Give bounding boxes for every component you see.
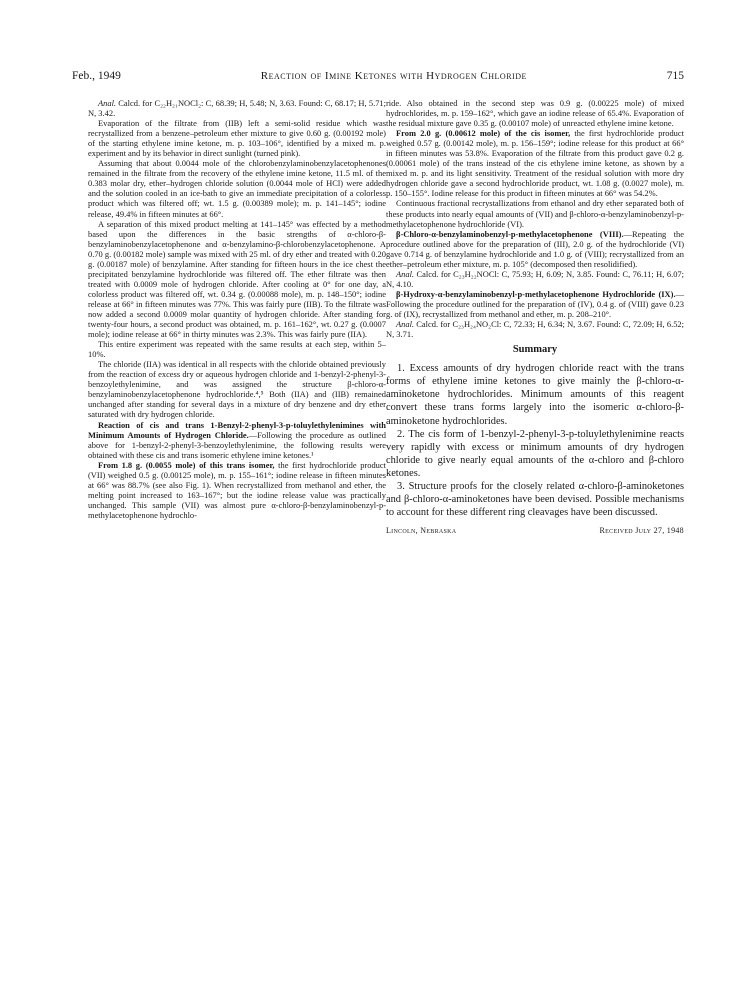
left-column bbox=[88, 98, 386, 520]
analysis-values: Calcd. for C₂₂H₂₁NOCl₂: C, 68.39; H, 5.48; N, 3.63. Found: C, 68.17; H, 5.71; N, 3.42. bbox=[88, 98, 386, 119]
body-paragraph: Assuming that about 0.0044 mole of the chlorobenzylaminobenzylacetophenones remained in the filtrate from the recovery of the ethylene imine ketone, 11.5 ml. of the 0.383 molar dry, ether–hydrogen chloride solution (0.0044 mole of HCl) were added and the solution cooled in an ice-bath to give an immediate precipitation of a colorless product which was filtered off; wt. 1.5 g. (0.00389 mole); m. p. 141–145°; iodine release, 49.4% in fifteen minutes at 66°. bbox=[88, 158, 386, 219]
section-text: the first hydrochloride product (VII) weighed 0.5 g. (0.00125 mole), m. p. 155–161°; iodine release in fifteen minutes at 66° was 88.7% (see also Fig. 1). When recrystallized from methanol and ether, the melting point increased to 163–167°; but the iodine release value was practically unchanged. This sample (VII) was almost pure α-chloro-β-benzylaminobenzyl-p-methylacetophenone hydrochlo- bbox=[88, 459, 386, 520]
right-column bbox=[386, 98, 684, 536]
received-date: Received July 27, 1948 bbox=[599, 526, 684, 536]
body-paragraph: A separation of this mixed product melting at 141–145° was effected by a method based upon the differences in the basic strengths of α-chloro-β-benzylaminobenzylacetophenone and α-benzylamino-β-chlorobenzylacetophenone. A 0.70 g. (0.00182 mole) sample was mixed with 25 ml. of dry ether and treated with 0.20 g. (0.00187 mole) of benzylamine. After standing for fifteen hours in the ice chest the precipitated benzylamine hydrochloride was filtered off. The ether filtrate was then treated with 0.0009 mole of hydrogen chloride. After cooling at 0° for one day, a colorless product was filtered off, wt. 0.34 g. (0.00088 mole), m. p. 148–150°; iodine release at 66° in fifteen minutes was 77%. This was fairly pure (IIB). To the filtrate was now added a second 0.0009 molar quantity of hydrogen chloride. After standing for twenty-four hours, a second product was obtained, m. p. 161–162°, wt. 0.27 g. (0.0007 mole); iodine release at 66° in thirty minutes was 2.3%. This was fairly pure (IIA). bbox=[88, 218, 386, 340]
body-paragraph: The chloride (IIA) was identical in all respects with the chloride obtained previously from the reaction of excess dry or aqueous hydrogen chloride and 1-benzyl-2-phenyl-3-benzoylethylenimine, and was assigned the structure β-chloro-α-benzylaminobenzylacetophenone hydrochloride.⁴,⁵ Both (IIA) and (IIB) remained unchanged after standing for several days in a mixture of dry benzene and dry ether saturated with dry hydrogen chloride. bbox=[88, 359, 386, 420]
section-paragraph bbox=[386, 128, 684, 198]
summary-section bbox=[386, 362, 684, 519]
body-paragraph: This entire experiment was repeated with the same results at each step, within 5–10%. bbox=[88, 339, 386, 360]
article-footer bbox=[386, 526, 684, 536]
section-paragraph bbox=[88, 420, 386, 460]
running-head bbox=[72, 70, 684, 82]
section-paragraph bbox=[88, 460, 386, 520]
summary-heading: Summary bbox=[512, 344, 558, 356]
author-location: Lincoln, Nebraska bbox=[386, 526, 457, 536]
run-in-heading: From 1.8 g. (0.0055 mole) of this trans isomer, bbox=[98, 459, 275, 470]
section-heading: β-Chloro-α-benzylaminobenzyl-p-methylacetophenone (VIII). bbox=[396, 228, 624, 239]
page-number: 715 bbox=[666, 70, 684, 82]
analysis-label: Anal. bbox=[396, 268, 415, 279]
analysis-paragraph bbox=[88, 98, 386, 118]
section-text: the first hydrochloride product weighed 0.57 g. (0.00142 mole), m. p. 156–159°; iodine release for this product at 66° in fifteen minutes was 53.8%. Evaporation of the filtrate from this product gave 0.2 g. (0.00061 mole) of the trans instead of the cis ethylene imine ketone, as shown by a mixed m. p. and its light sensitivity. Treatment of the residual solution with more dry hydrogen chloride gave a second hydrochloride product, wt. 1.08 g. (0.0027 mole), m. p. 150–155°. Iodine release for this product in fifteen minutes at 66° was 54.2%. bbox=[386, 128, 684, 199]
summary-item: 1. Excess amounts of dry hydrogen chloride react with the trans forms of ethylene imine ketones to give mainly the β-chloro-α-aminoketone hydrochlorides. Minimum amounts of this reagent convert these trans forms largely into the isomeric α-chloro-β-aminoketone hydrochlorides. bbox=[386, 363, 684, 427]
analysis-paragraph bbox=[386, 319, 684, 339]
section-paragraph bbox=[386, 229, 684, 269]
section-text: —Following the procedure outlined for the preparation of (IV), 0.4 g. of (VIII) gave 0.23 g. of (IX), recrystallized from methanol and ether, m. p. 208–210°. bbox=[386, 288, 684, 319]
section-paragraph bbox=[386, 289, 684, 319]
body-paragraph: Continuous fractional recrystallizations from ethanol and dry ether separated both of these products into nearly equal amounts of (VII) and β-chloro-α-benzylaminobenzyl-p-methylacetophenone hydrochloride (VI). bbox=[386, 198, 684, 229]
section-text: —Following the procedure as outlined above for 1-benzyl-2-phenyl-3-benzoylethylenimine, the following results were obtained with these cis and trans isomeric ethylene imine ketones.¹ bbox=[88, 429, 386, 460]
section-text: —Repeating the procedure outlined above for the preparation of (III), 2.0 g. of the hydrochloride (VI) gave 0.714 g. of benzylamine hydrochloride and 1.0 g. of (VIII); recrystallized from an ether–petroleum ether mixture, m. p. 105° (decomposed then resolidified). bbox=[386, 228, 684, 269]
analysis-values: Calcd. for C₂₃H₂₄NO₂Cl: C, 72.33; H, 6.34; N, 3.67. Found: C, 72.09; H, 6.52; N, 3.71. bbox=[386, 319, 684, 340]
analysis-label: Anal. bbox=[98, 98, 117, 108]
section-heading: β-Hydroxy-α-benzylaminobenzyl-p-methylacetophenone Hydrochloride (IX). bbox=[396, 288, 676, 299]
summary-item: 2. The cis form of 1-benzyl-2-phenyl-3-p-toluylethylenimine reacts very rapidly with excess or minimum amounts of dry hydrogen chloride to give nearly equal amounts of the α-chloro and β-chloro ketones. bbox=[386, 428, 684, 479]
body-paragraph: Evaporation of the filtrate from (IIB) left a semi-solid residue which was recrystallized from a benzene–petroleum ether mixture to give 0.60 g. (0.00192 mole) of the starting ethylene imine ketone, m. p. 103–106°, identified by a mixed m. p. experiment and by its behavior in direct sunlight (turned pink). bbox=[88, 118, 386, 159]
analysis-paragraph bbox=[386, 269, 684, 289]
analysis-label: Anal. bbox=[396, 319, 415, 330]
summary-item: 3. Structure proofs for the closely related α-chloro-β-aminoketones and β-chloro-α-aminoketones have been devised. Possible mechanisms to account for these different ring cleavages have been discussed. bbox=[386, 480, 684, 519]
analysis-values: Calcd. for C₂₃H₂₂NOCl: C, 75.93; H, 6.09; N, 3.85. Found: C, 76.11; H, 6.07; N, 4.10. bbox=[386, 268, 684, 289]
body-paragraph: ride. Also obtained in the second step was 0.9 g. (0.00225 mole) of mixed hydrochlorides, m. p. 159–162°, which gave an iodine release of 65.4%. Evaporation of the residual mixture gave 0.35 g. (0.00107 mole) of unreacted ethylene imine ketone. bbox=[386, 98, 684, 129]
run-in-heading: From 2.0 g. (0.00612 mole) of the cis isomer, bbox=[396, 128, 571, 139]
section-heading: Reaction of cis and trans 1-Benzyl-2-phenyl-3-p-toluylethylenimines with Minimum Amounts of Hydrogen Chloride. bbox=[88, 419, 386, 440]
running-title: Reaction of Imine Ketones with Hydrogen Chloride bbox=[260, 70, 527, 82]
issue-date: Feb., 1949 bbox=[72, 70, 121, 82]
